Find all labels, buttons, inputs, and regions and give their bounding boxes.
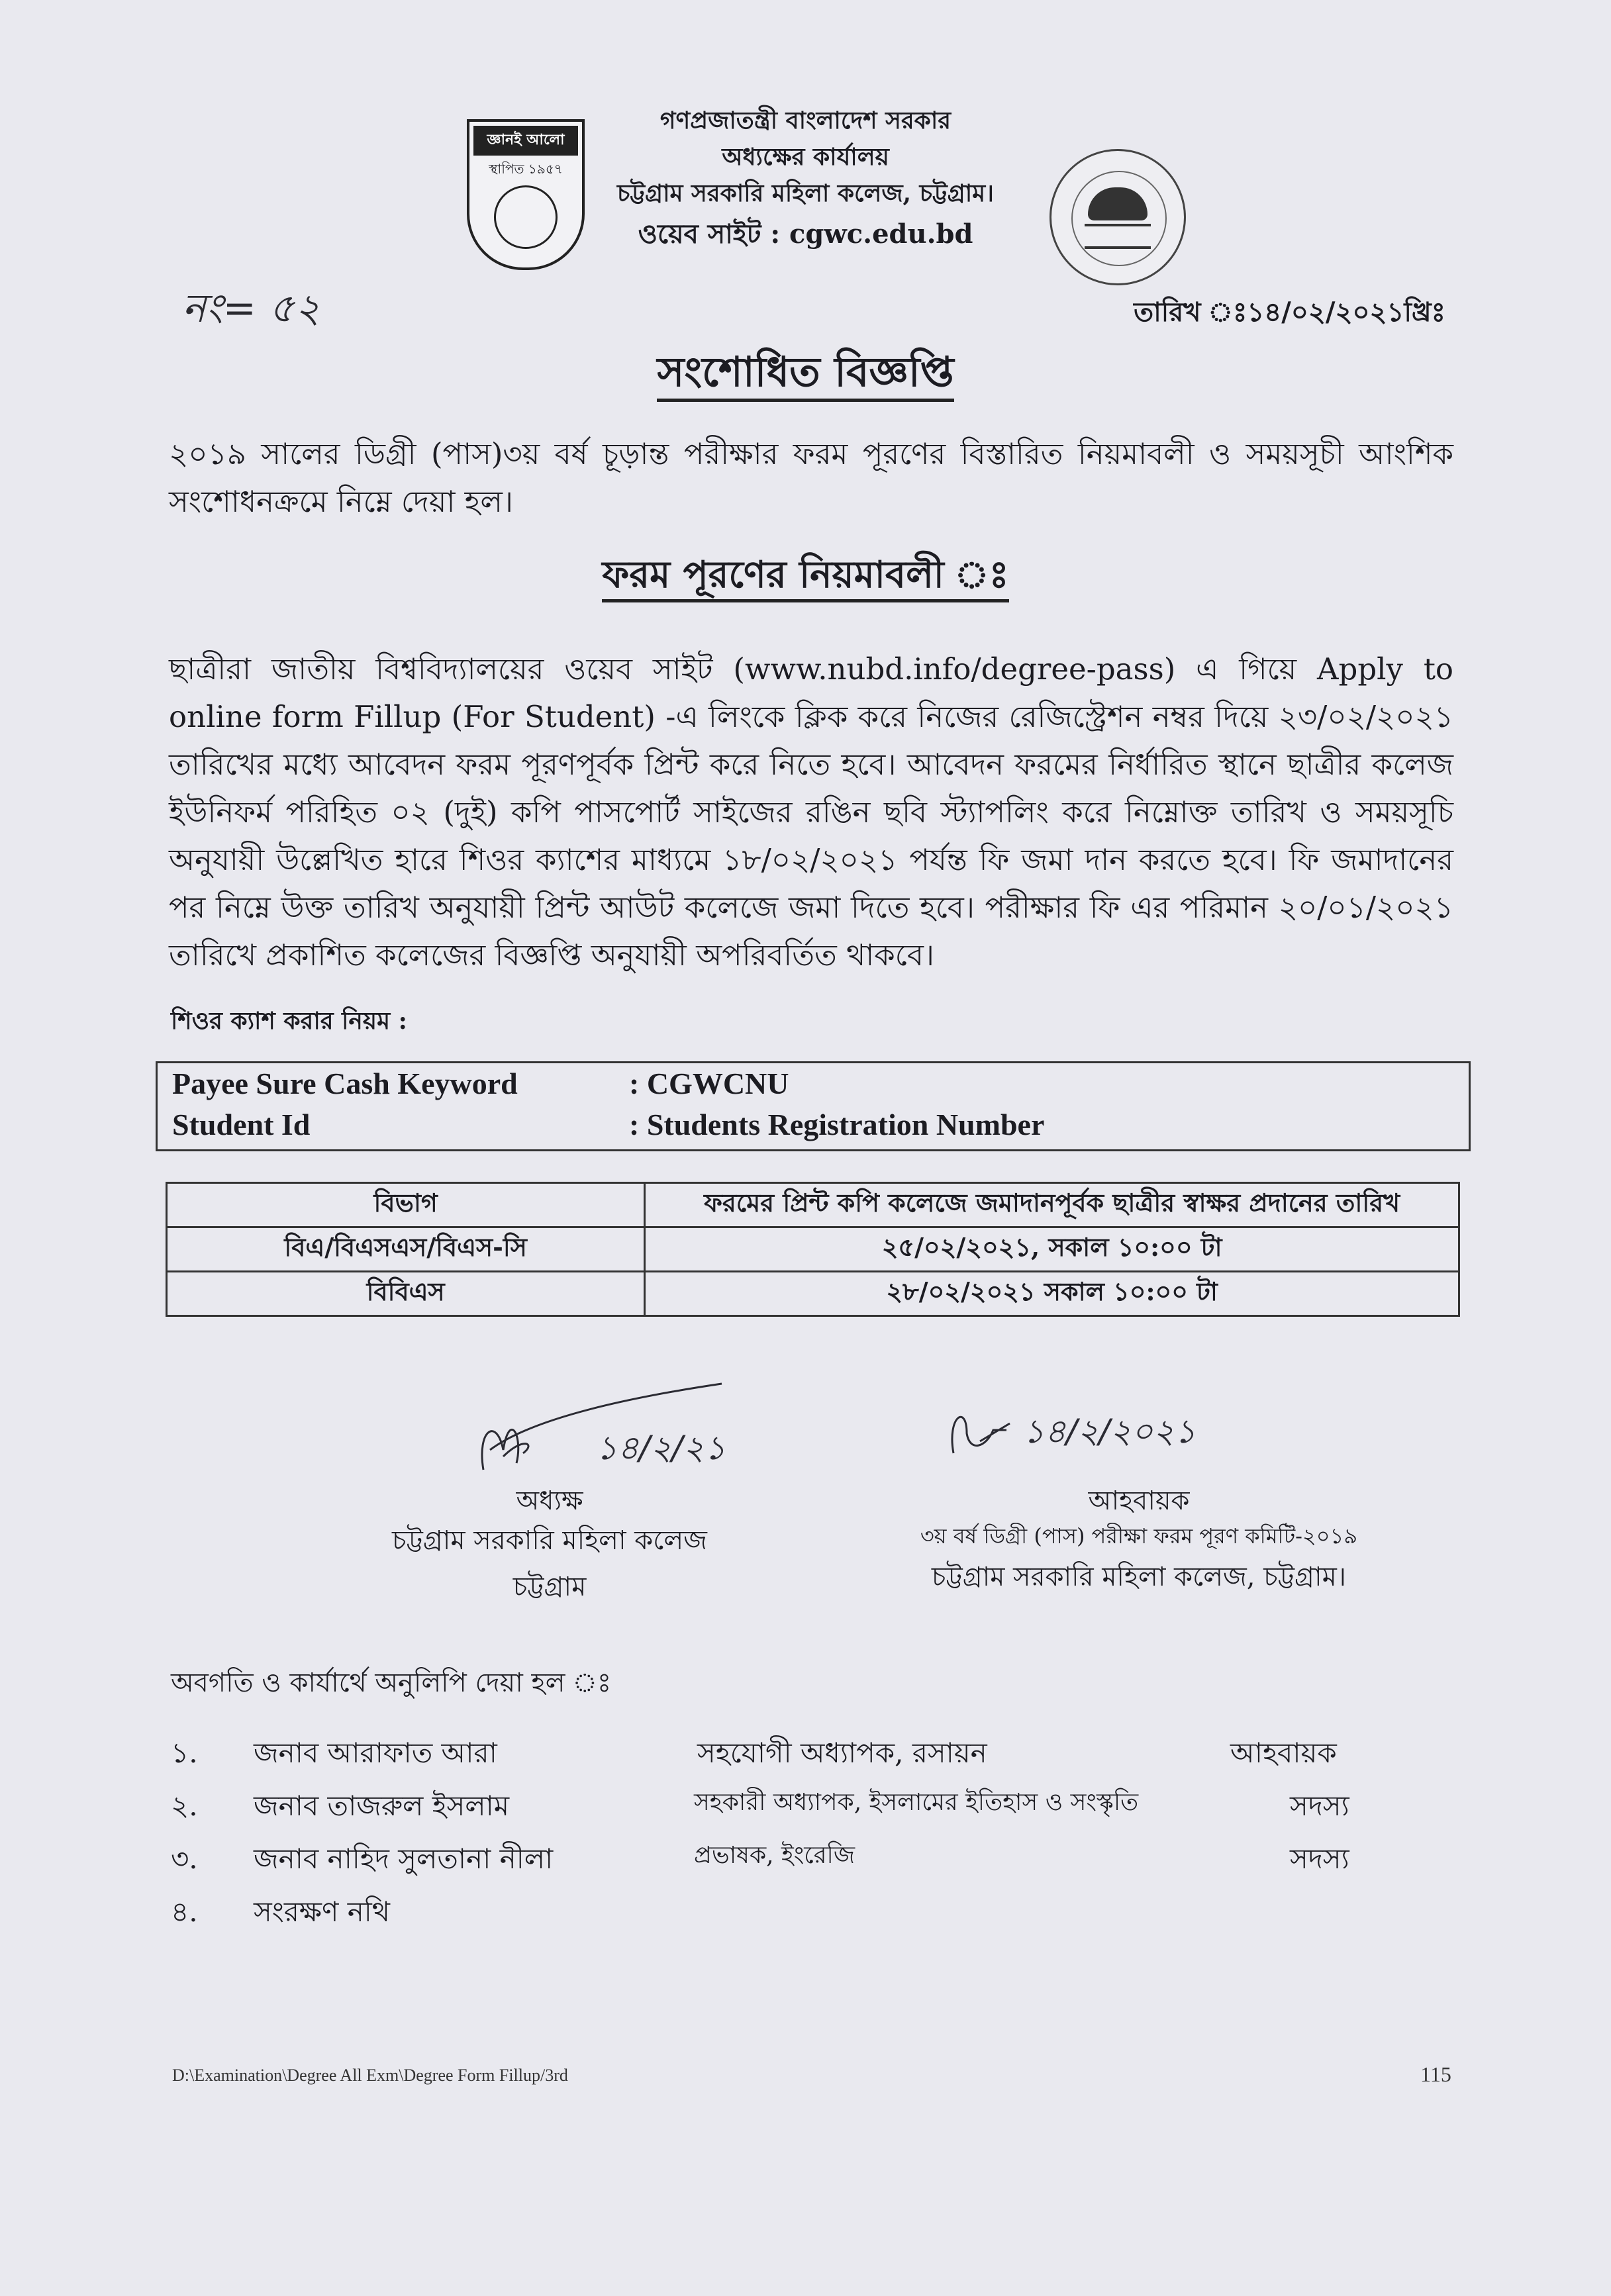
memo-number: নং= ৫২: [182, 285, 320, 332]
surecash-key: Student Id: [172, 1108, 311, 1141]
logo-motto: জ্ঞানই আলো: [473, 126, 578, 156]
surecash-row: [172, 1107, 1450, 1142]
header-office: অধ্যক্ষের কার্যালয়: [722, 143, 889, 171]
item-number: ৪.: [171, 1895, 198, 1928]
principal-signature-date: ১৪/২/২১: [596, 1429, 726, 1467]
item-role: আহবায়ক: [1230, 1737, 1337, 1769]
surecash-row: [172, 1066, 1450, 1101]
surecash-value: : Students Registration Number: [629, 1108, 1045, 1141]
table-row: [167, 1227, 1459, 1272]
college-logo: [467, 119, 585, 270]
item-name: জনাব তাজরুল ইসলাম: [254, 1790, 510, 1822]
item-designation: প্রভাষক, ইংরেজি: [694, 1842, 855, 1869]
list-item: [171, 1731, 1429, 1771]
header-government: গণপ্রজাতন্ত্রী বাংলাদেশ সরকার: [659, 107, 952, 134]
item-name: জনাব আরাফাত আরা: [254, 1737, 497, 1769]
header-department: বিভাগ: [167, 1183, 645, 1227]
item-name: সংরক্ষণ নথি: [254, 1895, 390, 1928]
schedule-table: [166, 1182, 1460, 1317]
logo-established: স্থাপিত ১৯৫৭: [489, 161, 563, 177]
intro-paragraph: ২০১৯ সালের ডিগ্রী (পাস)৩য় বর্ষ চূড়ান্ত পরীক্ষার ফরম পূরণের বিস্তারিত নিয়মাবলী ও সময়সূচী আংশিক সংশোধনক্রমে নিম্নে দেয়া হল।: [169, 436, 1453, 519]
rules-heading: ফরম পূরণের নিয়মাবলী ঃ: [0, 546, 1611, 608]
seal-logo: [1050, 149, 1186, 285]
surecash-box: [156, 1061, 1471, 1151]
department-cell: বিবিএস: [167, 1272, 645, 1316]
convener-signature-icon: [940, 1394, 1013, 1460]
list-item: [171, 1837, 1429, 1877]
header-college: চট্টগ্রাম সরকারি মহিলা কলেজ, চট্টগ্রাম।: [616, 179, 995, 207]
convener-title: আহবায়ক: [1088, 1486, 1190, 1516]
item-name: জনাব নাহিদ সুলতানা নীলা: [254, 1842, 554, 1875]
date-cell: ২৫/০২/২০২১, সকাল ১০:০০ টা: [645, 1227, 1459, 1272]
convener-committee: ৩য় বর্ষ ডিগ্রী (পাস) পরীক্ষা ফরম পূরণ কমিটি-২০১৯: [920, 1523, 1358, 1549]
page-number: 115: [1420, 2062, 1451, 2086]
schedule-header-row: [167, 1183, 1459, 1227]
item-number: ২.: [171, 1790, 198, 1822]
convener-signature-date: ১৪/২/২০২১: [1023, 1412, 1196, 1451]
table-row: [167, 1272, 1459, 1316]
header-website: ওয়েব সাইট : cgwc.edu.bd: [638, 218, 973, 250]
convener-org: চট্টগ্রাম সরকারি মহিলা কলেজ, চট্টগ্রাম।: [931, 1562, 1347, 1592]
surecash-key: Payee Sure Cash Keyword: [172, 1067, 518, 1100]
date-cell: ২৮/০২/২০২১ সকাল ১০:০০ টা: [645, 1272, 1459, 1316]
principal-org: চট্টগ্রাম সরকারি মহিলা কলেজ: [392, 1525, 707, 1556]
surecash-value: : CGWCNU: [629, 1067, 789, 1100]
list-item: [171, 1784, 1429, 1824]
logo-emblem-icon: [494, 185, 558, 249]
item-number: ৩.: [171, 1842, 198, 1875]
file-path: D:\Examination\Degree All Exm\Degree Form Fillup/3rd: [172, 2066, 568, 2085]
copy-to-heading: অবগতি ও কার্যার্থে অনুলিপি দেয়া হল ঃ: [171, 1668, 612, 1698]
item-role: সদস্য: [1290, 1790, 1349, 1822]
book-icon: [1085, 224, 1151, 249]
principal-title: অধ্যক্ষ: [516, 1486, 583, 1516]
rules-paragraph: ছাত্রীরা জাতীয় বিশ্ববিদ্যালয়ের ওয়েব সাইট (www.nubd.info/degree-pass) এ গিয়ে Apply to online form Fillup (For Student) -এ লিংকে ক্লিক করে নিজের রেজিস্ট্রেশন নম্বর দিয়ে ২৩/০২/২০২১ তারিখের মধ্যে আবেদন ফরম পূরণপূর্বক প্রিন্ট করে নিতে হবে। আবেদন ফরমের নির্ধারিত স্থানে ছাত্রীর কলেজ ইউনিফর্ম পরিহিত ০২ (দুই) কপি পাসপোর্ট সাইজের রঙিন ছবি স্ট্যাপলিং করে নিম্নোক্ত তারিখ ও সময়সূচি অনুযায়ী উল্লেখিত হারে শিওর ক্যাশের মাধ্যমে ১৮/০২/২০২১ পর্যন্ত ফি জমা দান করতে হবে। ফি জমাদানের পর নিম্নে উক্ত তারিখ অনুযায়ী প্রিন্ট আউট কলেজে জমা দিতে হবে। পরীক্ষার ফি এর পরিমান ২০/০১/২০২১ তারিখে প্রকাশিত কলেজের বিজ্ঞপ্তি অনুযায়ী অপরিবর্তিত থাকবে।: [169, 651, 1453, 973]
item-designation: সহযোগী অধ্যাপক, রসায়ন: [697, 1737, 987, 1769]
item-role: সদস্য: [1290, 1842, 1349, 1875]
item-designation: সহকারী অধ্যাপক, ইসলামের ইতিহাস ও সংস্কৃতি: [694, 1789, 1139, 1816]
list-item: [171, 1890, 1429, 1930]
notice-date: তারিখ ঃ১৪/০২/২০২১খ্রিঃ: [1134, 297, 1445, 328]
item-number: ১.: [171, 1737, 198, 1769]
department-cell: বিএ/বিএসএস/বিএস-সি: [167, 1227, 645, 1272]
header-date: ফরমের প্রিন্ট কপি কলেজে জমাদানপূর্বক ছাত্রীর স্বাক্ষর প্রদানের তারিখ: [645, 1183, 1459, 1227]
principal-city: চট্টগ্রাম: [513, 1572, 587, 1602]
notice-title: সংশোধিত বিজ্ঞপ্তি: [0, 341, 1611, 409]
surecash-label: শিওর ক্যাশ করার নিয়ম :: [171, 1007, 407, 1035]
